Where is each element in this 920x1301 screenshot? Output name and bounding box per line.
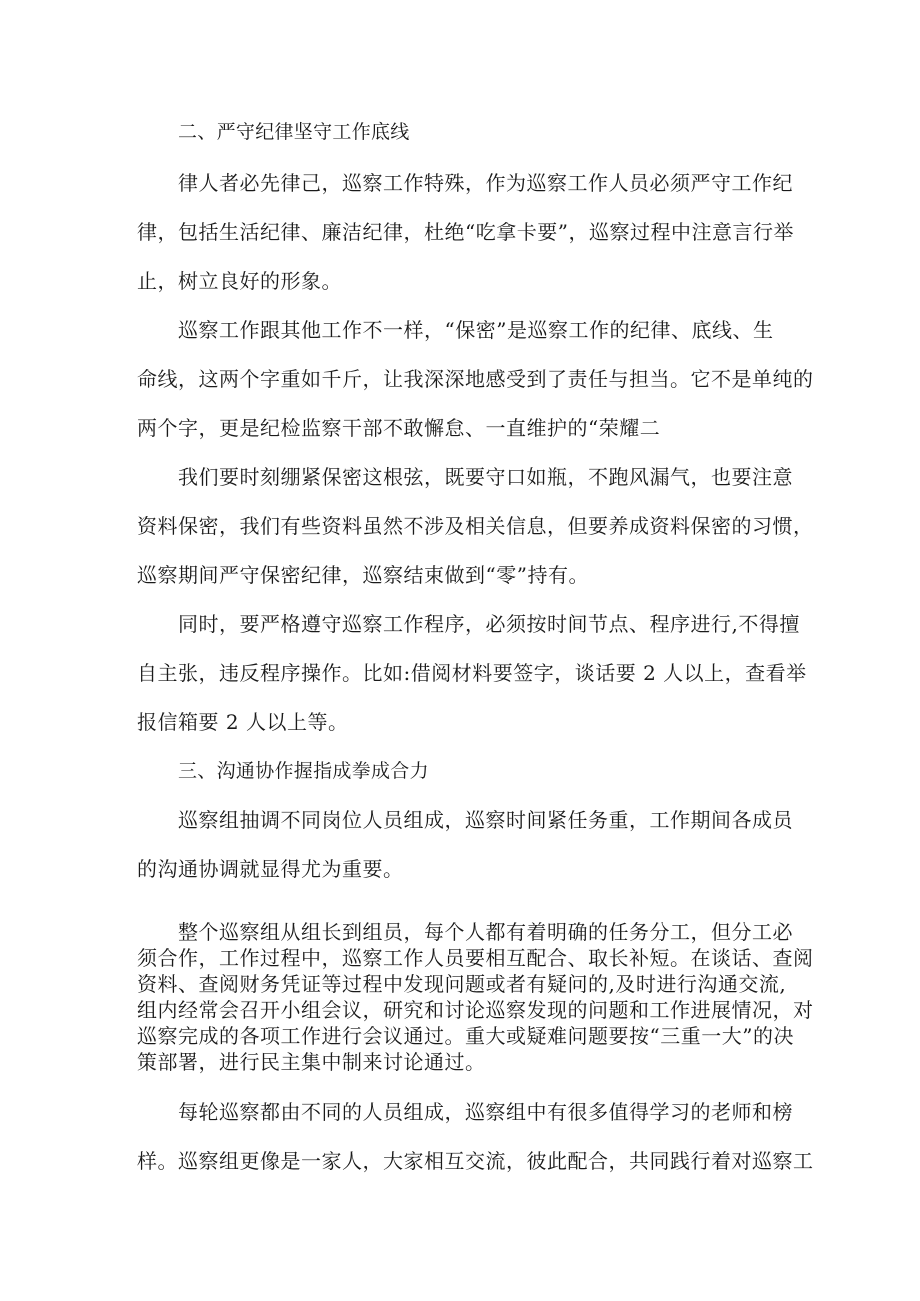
paragraph-line: 组内经常会召开小组会议，研究和讨论巡察发现的问题和工作进展情况，对 [137,998,814,1022]
paragraph-line: 巡察完成的各项工作进行会议通过。重大或疑难问题要按“三重一大”的决 [137,1024,794,1048]
paragraph-line: 策部署，进行民主集中制来讨论通过。 [137,1050,486,1074]
paragraph-line: 资料保密，我们有些资料虽然不涉及相关信息，但要养成资料保密的习惯， [137,514,814,538]
paragraph-line: 巡察期间严守保密纪律，巡察结束做到“零”持有。 [137,563,589,587]
paragraph-line: 报信箱要 2 人以上等。 [137,710,349,734]
paragraph-line: 每轮巡察都由不同的人员组成，巡察组中有很多值得学习的老师和榜 [178,1100,793,1124]
paragraph-line: 我们要时刻绷紧保密这根弦，既要守口如瓶，不跑风漏气，也要注意 [178,465,793,489]
section-heading-discipline: 二、严守纪律坚守工作底线 [178,121,410,143]
paragraph-line: 巡察组抽调不同岗位人员组成，巡察时间紧任务重，工作期间各成员 [178,808,793,832]
paragraph-line: 须合作，工作过程中，巡察工作人员要相互配合、取长补短。在谈话、查阅 [137,946,814,970]
paragraph-line: 两个字，更是纪检监察干部不敢懈怠、一直维护的“荣耀二 [137,416,661,440]
paragraph-line: 样。巡察组更像是一家人，大家相互交流，彼此配合，共同践行着对巡察工 [137,1149,814,1173]
paragraph-line: 资料、查阅财务凭证等过程中发现问题或者有疑问的,及时进行沟通交流, [137,972,787,996]
paragraph-line: 同时，要严格遵守巡察工作程序，必须按时间节点、程序进行,不得擅 [178,612,800,636]
paragraph-line: 自主张，违反程序操作。比如:借阅材料要签字，谈话要 2 人以上，查看举 [137,661,807,685]
paragraph-line: 止，树立良好的形象。 [137,269,342,293]
paragraph-line: 整个巡察组从组长到组员，每个人都有着明确的任务分工，但分工必 [178,920,793,944]
paragraph-line: 的沟通协调就显得尤为重要。 [137,857,404,881]
paragraph-line: 命线，这两个字重如千斤，让我深深地感受到了责任与担当。它不是单纯的 [137,367,814,391]
paragraph-line: 律，包括生活纪律、廉洁纪律，杜绝“吃拿卡要”，巡察过程中注意言行举 [137,220,794,244]
section-heading-communication: 三、沟通协作握指成拳成合力 [178,760,429,782]
paragraph-line: 律人者必先律己，巡察工作特殊，作为巡察工作人员必须严守工作纪 [178,171,793,195]
paragraph-line: 巡察工作跟其他工作不一样，“保密”是巡察工作的纪律、底线、生 [178,318,774,342]
